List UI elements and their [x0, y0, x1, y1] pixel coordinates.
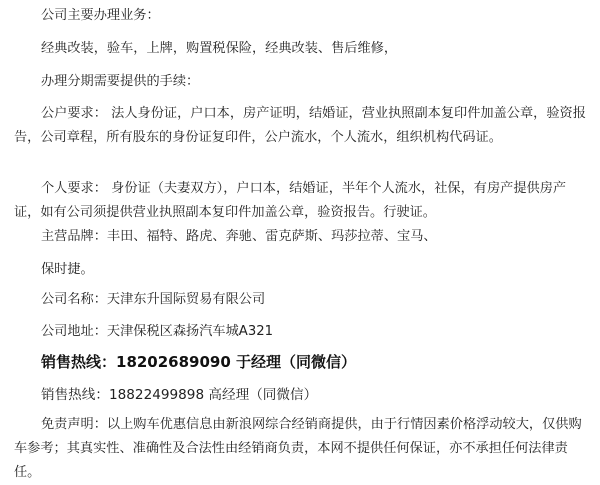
corporate-requirements: 公户要求： 法人身份证，户口本，房产证明，结婚证，营业执照副本复印件加盖公章，验资报告，公司章程，所有股东的身份证复印件，公户流水，个人流水，组织机构代码证。 — [14, 106, 586, 145]
sales-hotline-2: 销售热线：18822499898 高经理（同微信） — [41, 387, 318, 403]
personal-requirements: 个人要求： 身份证（夫妻双方），户口本，结婚证，半年个人流水，社保，有房产提供房产证，如有公司须提供营业执照副本复印件加盖公章，验资报告。行驶证。 — [14, 181, 567, 220]
company-name: 公司名称：天津东升国际贸易有限公司 — [41, 292, 266, 307]
brands: 主营品牌：丰田、福特、路虎、奔驰、雷克萨斯、玛莎拉蒂、宝马、 — [41, 229, 437, 244]
installment-title: 办理分期需要提供的手续： — [41, 74, 200, 89]
disclaimer: 免责声明：以上购车优惠信息由新浪网综合经销商提供，由于行情因素价格浮动较大，仅供购车参考；其真实性、准确性及合法性由经销商负责，本网不提供任何保证，亦不承担任何法律责任。 — [14, 417, 582, 480]
business-items: 经典改装，验车，上牌，购置税保险，经典改装、售后维修， — [41, 41, 398, 56]
brands-continued: 保时捷。 — [41, 262, 94, 277]
sales-hotline-1: 销售热线：18202689090 于经理（同微信） — [41, 353, 357, 371]
business-title: 公司主要办理业务： — [41, 8, 160, 23]
company-address: 公司地址：天津保税区森扬汽车城A321 — [41, 324, 274, 339]
